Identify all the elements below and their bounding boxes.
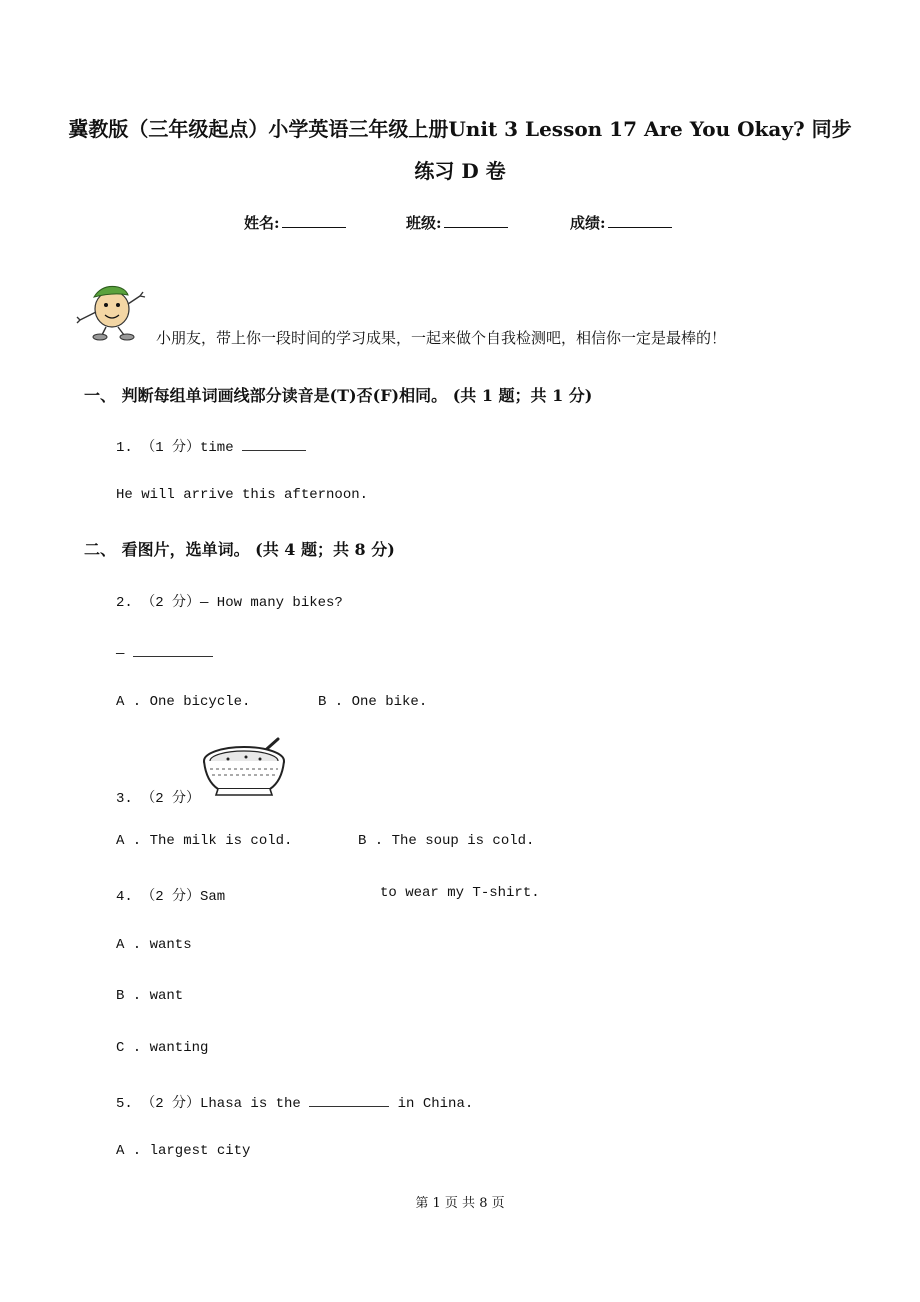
intro-text: 小朋友，带上你一段时间的学习成果，一起来做个自我检测吧，相信你一定是最棒的！	[156, 329, 727, 347]
question-1	[116, 436, 306, 456]
question-5-blank	[309, 1093, 389, 1107]
question-1-sentence: He will arrive this afternoon.	[116, 487, 369, 503]
name-label: 姓名:	[244, 214, 280, 232]
question-4-option-a: A . wants	[116, 937, 192, 953]
score-blank	[608, 213, 672, 228]
name-field	[244, 212, 346, 233]
question-2-option-a: A . One bicycle.	[116, 694, 251, 710]
question-3-option-a: A . The milk is cold.	[116, 833, 293, 849]
question-2-option-b: B . One bike.	[318, 694, 428, 710]
question-2-blank	[133, 643, 213, 657]
question-4-stem-end: to wear my T-shirt.	[380, 885, 540, 901]
score-field	[570, 212, 672, 233]
question-4-stem: 4. （2 分）Sam	[116, 889, 226, 905]
question-1-stem: 1. （1 分）time	[116, 440, 243, 456]
mascot-illustration	[74, 280, 150, 342]
question-2-answer-line	[116, 643, 213, 662]
question-1-blank	[242, 437, 306, 451]
class-label: 班级:	[406, 214, 442, 232]
section-heading-1: 一、 判断每组单词画线部分读音是(T)否(F)相同。 (共 1 题；共 1 分)	[84, 386, 593, 405]
question-4-option-b: B . want	[116, 988, 184, 1004]
page-footer: 第 1 页 共 8 页	[415, 1196, 505, 1211]
question-3-stem: 3. （2 分）	[116, 791, 201, 807]
document-title-line-1: 冀教版（三年级起点）小学英语三年级上册Unit 3 Lesson 17 Are You Okay? 同步	[68, 117, 852, 141]
question-5-stem-end: in China.	[389, 1096, 474, 1112]
class-field	[406, 212, 508, 233]
question-2-stem: 2. （2 分）— How many bikes?	[116, 595, 343, 611]
question-5	[116, 1092, 473, 1112]
soup-bowl-image	[198, 735, 290, 801]
score-label: 成绩:	[570, 214, 606, 232]
question-3-option-b: B . The soup is cold.	[358, 833, 535, 849]
question-4-option-c: C . wanting	[116, 1040, 209, 1056]
answer-dash: —	[116, 646, 133, 662]
section-heading-2: 二、 看图片，选单词。 (共 4 题；共 8 分)	[84, 540, 395, 559]
document-title-line-2: 练习 D 卷	[414, 159, 506, 183]
question-5-option-a: A . largest city	[116, 1143, 251, 1159]
question-5-stem: 5. （2 分）Lhasa is the	[116, 1096, 310, 1112]
class-blank	[444, 213, 508, 228]
name-blank	[282, 213, 346, 228]
